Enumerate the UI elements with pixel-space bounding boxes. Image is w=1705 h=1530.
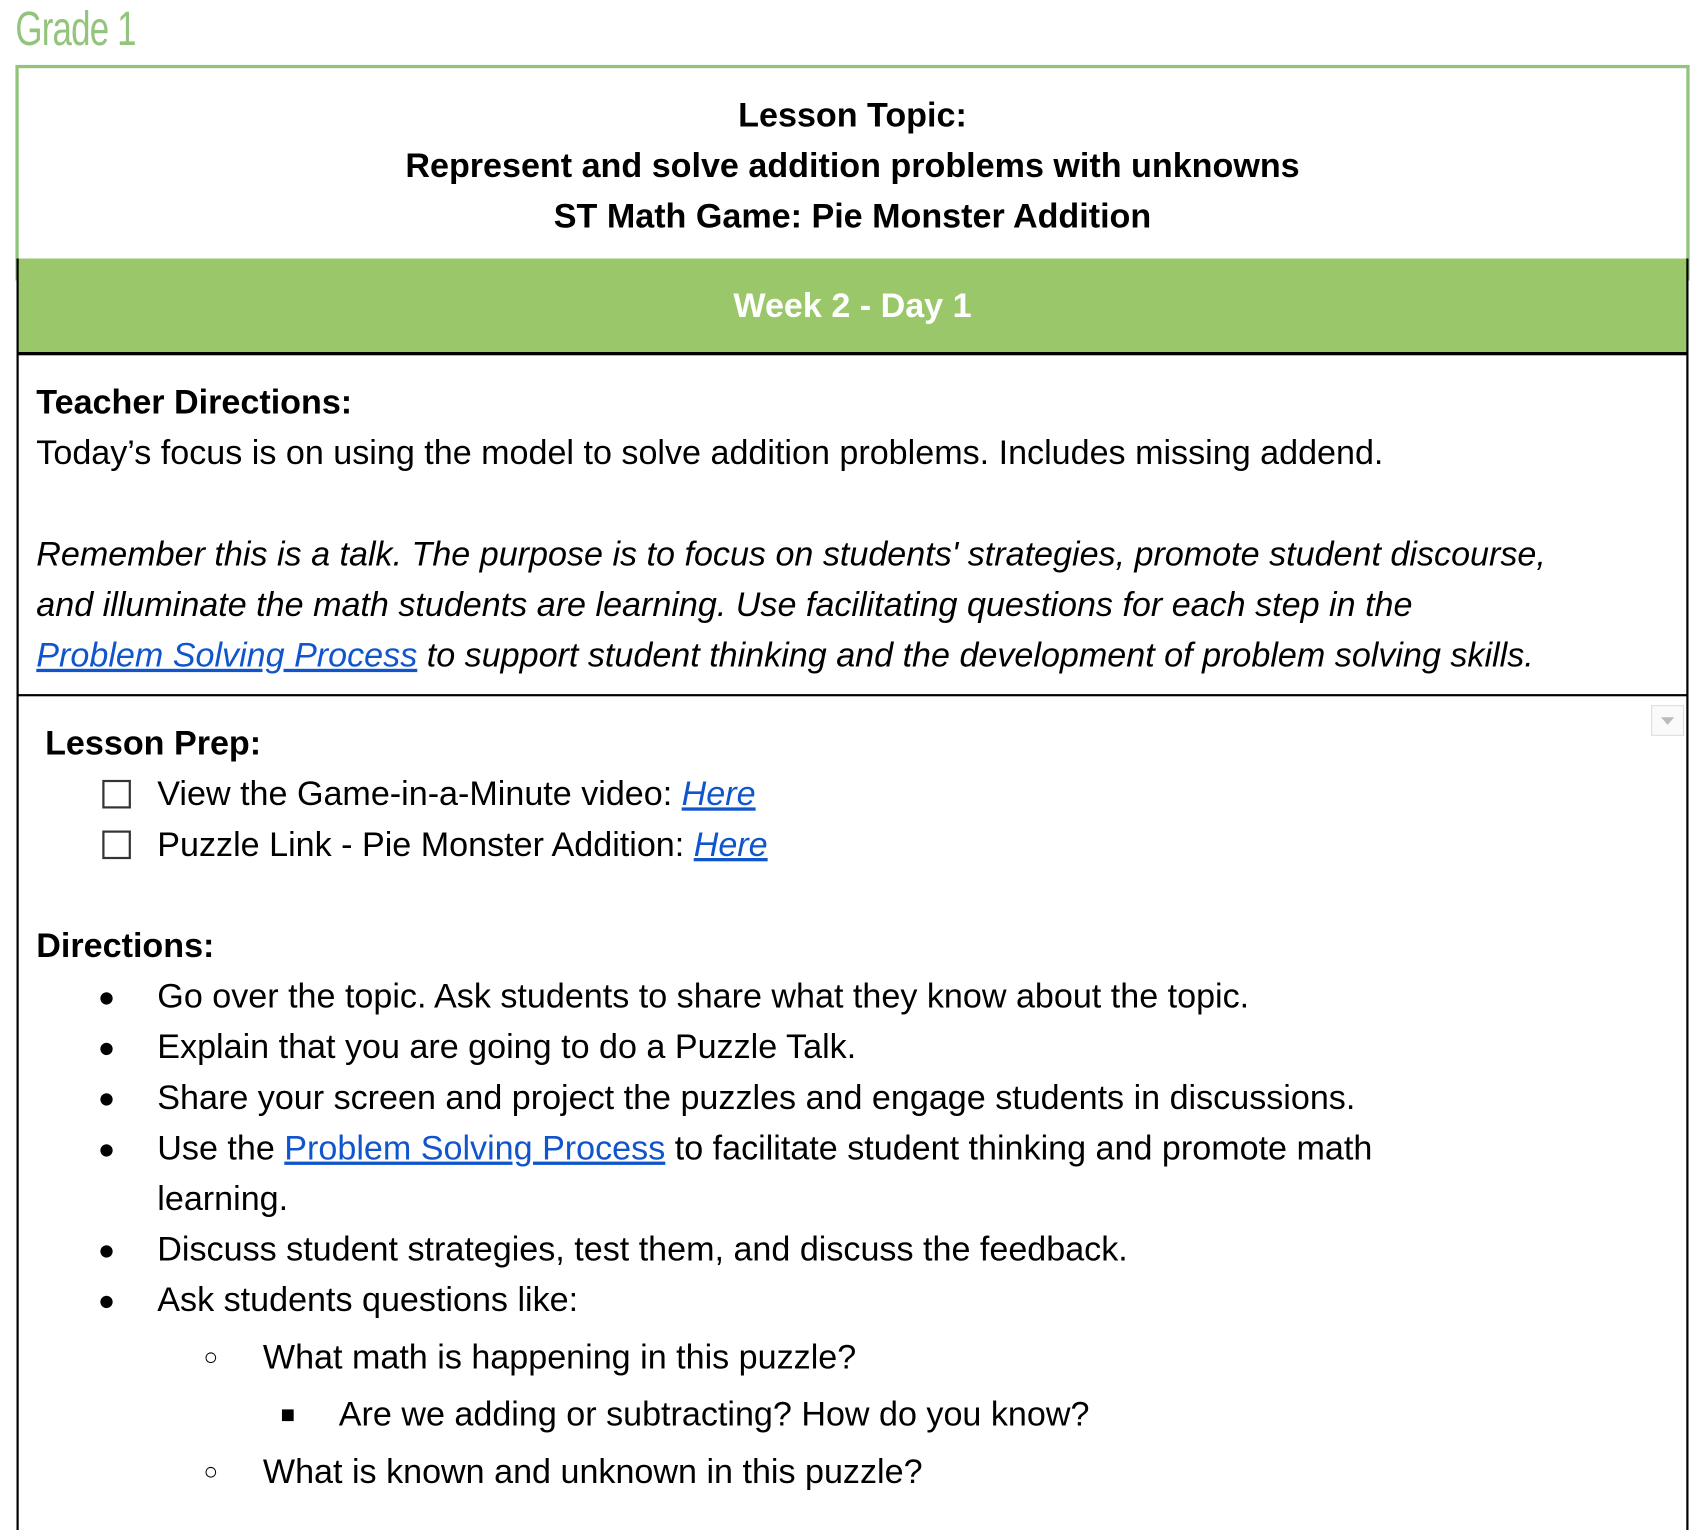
square-bullet-icon: ■ [280,1400,296,1428]
list-item-text: What is known and unknown in this puzzle? [262,1452,923,1491]
list-item-text: Ask students questions like: [157,1280,579,1319]
circle-bullet-icon: ○ [203,1457,219,1485]
list-item-text: Go over the topic. Ask students to share what they know about the topic. [157,976,1250,1016]
lesson-topic-label: Lesson Topic: [738,95,967,135]
list-item-text: Discuss student strategies, test them, and discuss the feedback. [157,1229,1128,1269]
list-item [36,1123,1686,1174]
puzzle-link[interactable]: Here [693,825,768,864]
list-item-text: Share your screen and project the puzzles and engage students in discussions. [157,1078,1356,1117]
bullet-icon: ● [97,980,116,1014]
bullet-icon: ● [97,1030,116,1064]
reminder-line-1: Remember this is a talk. The purpose is to focus on students' strategies, promote student discourse, [36,534,1546,574]
game-title: ST Math Game: Pie Monster Addition [553,196,1152,236]
list-item [36,1073,1686,1124]
lesson-topic-header [15,65,1689,281]
lesson-prep-section [17,694,1689,1530]
list-item-text: Explain that you are going to do a Puzzle Talk. [157,1027,857,1066]
list-item-text: Are we adding or subtracting? How do you know? [338,1394,1090,1434]
sub-list-item [36,1332,1686,1383]
list-item [36,1275,1686,1326]
list-item [36,1022,1686,1073]
bullet-icon: ● [97,1131,116,1165]
week-day-banner: Week 2 - Day 1 [17,259,1689,353]
reminder-line-3: to support student thinking and the development of problem solving skills. [417,635,1534,675]
problem-solving-process-link[interactable]: Problem Solving Process [284,1128,666,1168]
bullet-icon: ● [97,1233,116,1267]
prep-item-label: View the Game-in-a-Minute video: [157,774,682,813]
list-item-continuation: learning. [157,1179,289,1218]
problem-solving-process-link[interactable]: Problem Solving Process [36,635,418,675]
checkbox[interactable] [102,780,131,809]
circle-bullet-icon: ○ [203,1343,219,1371]
list-item-text: What math is happening in this puzzle? [262,1337,857,1377]
bullet-icon: ● [97,1081,116,1115]
teacher-directions-section [17,352,1689,696]
lesson-topic-text: Represent and solve addition problems with unknowns [405,146,1300,185]
dropdown-arrow-icon[interactable] [1651,705,1684,736]
sub-list-item [36,1447,1686,1498]
prep-item-label: Puzzle Link - Pie Monster Addition: [157,825,694,864]
lesson-prep-heading: Lesson Prep: [45,723,262,763]
prep-item [36,769,1686,820]
sub-sub-list-item [36,1389,1686,1440]
list-item-text: Use the [157,1128,285,1168]
reminder-line-2: and illuminate the math students are learning. Use facilitating questions for each step in the [36,585,1413,624]
grade-title: Grade 1 [15,2,136,57]
prep-item [36,820,1686,871]
list-item [36,1224,1686,1275]
teacher-directions-heading: Teacher Directions: [36,382,353,422]
video-link[interactable]: Here [681,774,756,813]
bullet-icon: ● [97,1283,116,1317]
list-item [36,971,1686,1022]
focus-text: Today’s focus is on using the model to solve addition problems. Includes missing addend. [36,433,1384,472]
list-item-text: to facilitate student thinking and promote math [665,1128,1373,1168]
checkbox[interactable] [102,831,131,860]
directions-heading: Directions: [36,926,215,965]
